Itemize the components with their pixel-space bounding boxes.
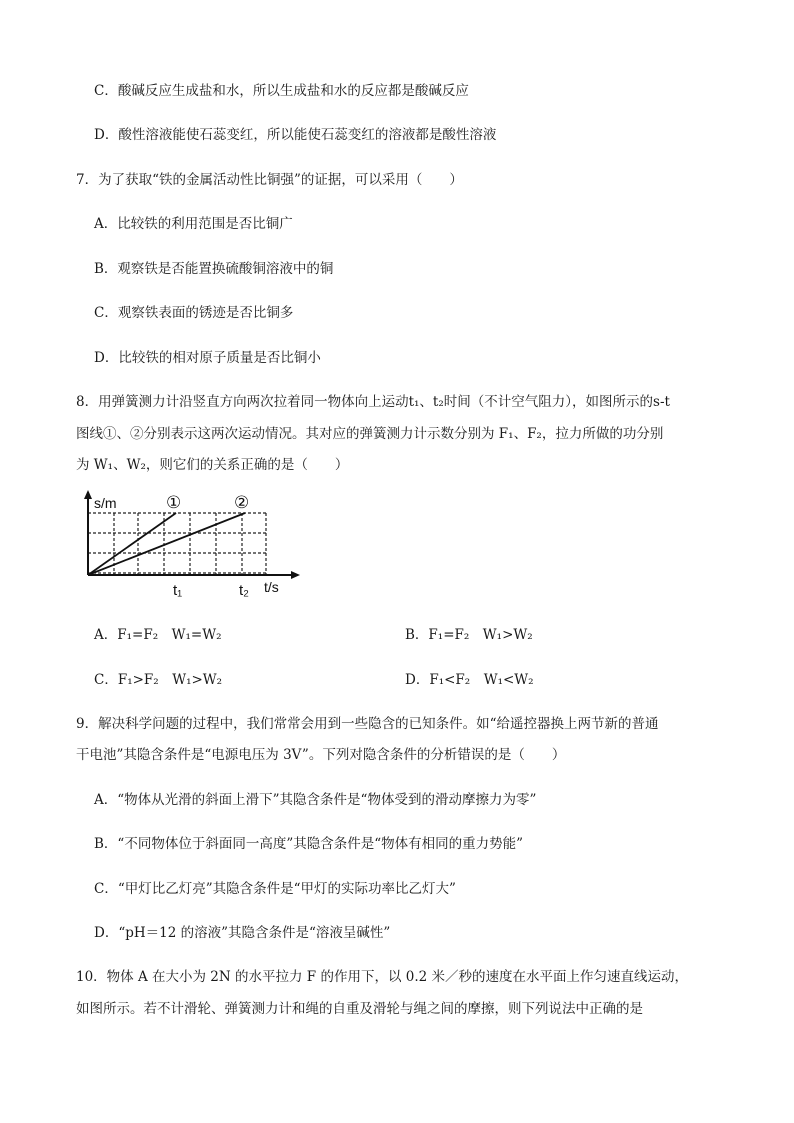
q8-option-a: A．F₁=F₂ W₁=W₂ (94, 627, 222, 643)
q7-option-c: C．观察铁表面的锈迹是否比铜多 (94, 305, 294, 321)
s-t-graph (74, 488, 314, 603)
y-axis-label: s/m (94, 495, 117, 511)
q8-stem-line-2: 图线①、②分别表示这两次运动情况。其对应的弹簧测力计示数分别为 F₁、F₂，拉力所做的功分别 (76, 426, 664, 442)
q9-stem-line-1: 9．解决科学问题的过程中，我们常常会用到一些隐含的已知条件。如“给遥控器换上两节新的普通 (76, 716, 659, 732)
q7-option-a: A．比较铁的利用范围是否比铜广 (94, 216, 293, 232)
graph-grid (88, 513, 266, 575)
q6-option-d: D．酸性溶液能使石蕊变红，所以能使石蕊变红的溶液都是酸性溶液 (94, 127, 497, 143)
q8-option-b: B．F₁=F₂ W₁>W₂ (405, 627, 533, 643)
q8-stem-line-3: 为 W₁、W₂，则它们的关系正确的是（ ） (76, 457, 349, 473)
q6-option-c: C．酸碱反应生成盐和水，所以生成盐和水的反应都是酸碱反应 (94, 83, 469, 99)
t1-label: t₁ (173, 582, 183, 599)
q7-option-d: D．比较铁的相对原子质量是否比铜小 (94, 350, 321, 366)
q9-option-d: D．“pH＝12 的溶液”其隐含条件是“溶液呈碱性” (94, 925, 391, 941)
line-2-label: ② (234, 493, 250, 513)
x-axis-arrow-icon (291, 571, 300, 579)
q9-option-c: C．“甲灯比乙灯亮”其隐含条件是“甲灯的实际功率比乙灯大” (94, 881, 456, 897)
q8-option-d: D．F₁<F₂ W₁<W₂ (405, 672, 534, 688)
q8-stem-line-1: 8．用弹簧测力计沿竖直方向两次拉着同一物体向上运动t₁、t₂时间（不计空气阻力），如图所示的s-t (76, 394, 670, 410)
x-axis-label: t/s (264, 579, 279, 595)
q10-stem-line-1: 10．物体 A 在大小为 2N 的水平拉力 F 的作用下，以 0.2 米／秒的速度在水平面上作匀速直线运动， (76, 969, 688, 985)
q7-stem: 7．为了获取“铁的金属活动性比铜强”的证据，可以采用（ ） (76, 172, 463, 188)
q7-option-b: B．观察铁是否能置换硫酸铜溶液中的铜 (94, 261, 334, 277)
q9-option-a: A．“物体从光滑的斜面上滑下”其隐含条件是“物体受到的滑动摩擦力为零” (94, 792, 537, 808)
q9-option-b: B．“不同物体位于斜面同一高度”其隐含条件是“物体有相同的重力势能” (94, 836, 524, 852)
y-axis-arrow-icon (84, 490, 92, 499)
line-1 (88, 513, 176, 575)
q9-stem-line-2: 干电池”其隐含条件是“电源电压为 3V”。下列对隐含条件的分析错误的是（ ） (76, 747, 566, 763)
line-1-label: ① (166, 493, 182, 513)
q10-stem-line-2: 如图所示。若不计滑轮、弹簧测力计和绳的自重及滑轮与绳之间的摩擦，则下列说法中正确的是 (76, 1001, 643, 1017)
q8-option-c: C．F₁>F₂ W₁>W₂ (94, 672, 223, 688)
line-2 (88, 513, 245, 575)
t2-label: t₂ (239, 582, 249, 599)
